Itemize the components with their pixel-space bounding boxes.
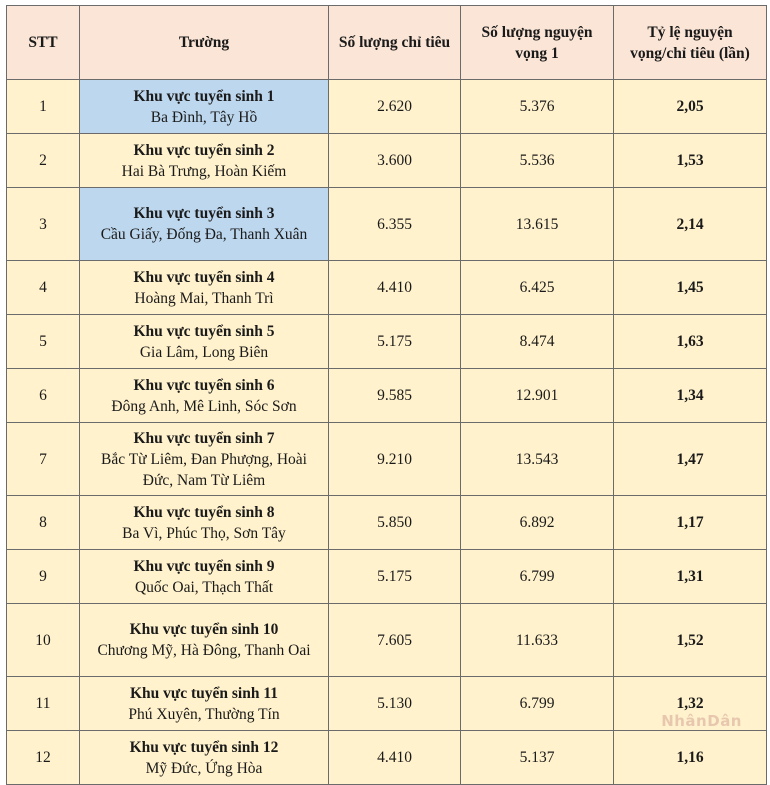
school-name: Khu vực tuyển sinh 12: [129, 738, 279, 756]
school-name: Khu vực tuyển sinh 5: [133, 322, 275, 340]
school-name: Khu vực tuyển sinh 11: [130, 684, 278, 702]
cell-ratio: 1,53: [614, 134, 767, 188]
cell-stt: 12: [7, 731, 80, 785]
school-name: Khu vực tuyển sinh 4: [133, 268, 275, 286]
cell-stt: 7: [7, 423, 80, 496]
cell-first-choice: 12.901: [461, 369, 614, 423]
cell-stt: 11: [7, 677, 80, 731]
cell-quota: 4.410: [329, 261, 461, 315]
school-area: Phú Xuyên, Thường Tín: [128, 705, 280, 723]
school-area: Ba Vì, Phúc Thọ, Sơn Tây: [122, 524, 286, 542]
cell-quota: 9.210: [329, 423, 461, 496]
header-row: [7, 6, 767, 80]
header-first-choice: Số lượng nguyện vọng 1: [461, 6, 614, 80]
school-area: Ba Đình, Tây Hồ: [150, 108, 258, 126]
table-row: [7, 315, 767, 369]
school-area: Gia Lâm, Long Biên: [139, 343, 269, 361]
cell-ratio: 1,47: [614, 423, 767, 496]
cell-school: [80, 604, 329, 677]
cell-quota: 4.410: [329, 731, 461, 785]
cell-school: [80, 188, 329, 261]
school-area: Bắc Từ Liêm, Đan Phượng, Hoài Đức, Nam Từ Liêm: [101, 450, 307, 489]
school-name: Khu vực tuyển sinh 3: [133, 205, 275, 222]
school-name: Khu vực tuyển sinh 1: [133, 87, 275, 105]
cell-school: [80, 550, 329, 604]
cell-ratio: 1,16: [614, 731, 767, 785]
school-area: Quốc Oai, Thạch Thất: [134, 578, 274, 596]
cell-ratio: 1,32: [614, 677, 767, 731]
cell-first-choice: 13.615: [461, 188, 614, 261]
header-quota: Số lượng chỉ tiêu: [329, 6, 461, 80]
school-area: Mỹ Đức, Ứng Hòa: [145, 759, 263, 777]
cell-quota: 5.175: [329, 315, 461, 369]
cell-first-choice: 6.425: [461, 261, 614, 315]
school-area: Chương Mỹ, Hà Đông, Thanh Oai: [97, 642, 311, 659]
admission-table-sheet: [6, 5, 766, 781]
cell-quota: 5.130: [329, 677, 461, 731]
table-row: [7, 369, 767, 423]
table-body: [7, 80, 767, 785]
cell-ratio: 1,52: [614, 604, 767, 677]
school-name: Khu vực tuyển sinh 10: [129, 621, 279, 638]
cell-ratio: 2,05: [614, 80, 767, 134]
cell-school: [80, 315, 329, 369]
cell-first-choice: 13.543: [461, 423, 614, 496]
table-row: [7, 423, 767, 496]
cell-stt: 8: [7, 496, 80, 550]
cell-stt: 5: [7, 315, 80, 369]
watermark-logo: NhânDân: [661, 712, 742, 730]
school-name: Khu vực tuyển sinh 6: [133, 376, 275, 394]
header-ratio: Tỷ lệ nguyện vọng/chỉ tiêu (lần): [614, 6, 767, 80]
cell-stt: 10: [7, 604, 80, 677]
cell-school: [80, 80, 329, 134]
cell-stt: 1: [7, 80, 80, 134]
cell-quota: 9.585: [329, 369, 461, 423]
cell-first-choice: 11.633: [461, 604, 614, 677]
cell-stt: 9: [7, 550, 80, 604]
cell-first-choice: 5.536: [461, 134, 614, 188]
school-name: Khu vực tuyển sinh 8: [133, 503, 275, 521]
table-row: [7, 80, 767, 134]
school-area: Đông Anh, Mê Linh, Sóc Sơn: [111, 397, 297, 415]
cell-school: [80, 423, 329, 496]
cell-first-choice: 6.799: [461, 550, 614, 604]
table-row: [7, 731, 767, 785]
table-row: [7, 261, 767, 315]
cell-quota: 5.850: [329, 496, 461, 550]
table-row: [7, 188, 767, 261]
cell-stt: 4: [7, 261, 80, 315]
table-row: [7, 550, 767, 604]
school-name: Khu vực tuyển sinh 2: [133, 141, 275, 159]
school-name: Khu vực tuyển sinh 9: [133, 557, 275, 575]
cell-stt: 6: [7, 369, 80, 423]
cell-ratio: 1,31: [614, 550, 767, 604]
cell-school: [80, 134, 329, 188]
cell-school: [80, 677, 329, 731]
cell-quota: 2.620: [329, 80, 461, 134]
school-area: Hai Bà Trưng, Hoàn Kiếm: [121, 162, 287, 180]
cell-school: [80, 731, 329, 785]
cell-quota: 5.175: [329, 550, 461, 604]
cell-stt: 2: [7, 134, 80, 188]
cell-ratio: 1,34: [614, 369, 767, 423]
cell-first-choice: 5.376: [461, 80, 614, 134]
admission-table: [6, 5, 767, 785]
cell-ratio: 2,14: [614, 188, 767, 261]
header-stt: STT: [7, 6, 80, 80]
cell-school: [80, 261, 329, 315]
table-row: [7, 496, 767, 550]
cell-ratio: 1,63: [614, 315, 767, 369]
school-area: Hoàng Mai, Thanh Trì: [134, 289, 274, 307]
header-school: Trường: [80, 6, 329, 80]
cell-quota: 3.600: [329, 134, 461, 188]
cell-school: [80, 496, 329, 550]
cell-first-choice: 6.799: [461, 677, 614, 731]
school-area: Cầu Giấy, Đống Đa, Thanh Xuân: [100, 226, 308, 243]
cell-first-choice: 6.892: [461, 496, 614, 550]
school-name: Khu vực tuyển sinh 7: [133, 429, 275, 447]
cell-school: [80, 369, 329, 423]
cell-first-choice: 5.137: [461, 731, 614, 785]
cell-quota: 7.605: [329, 604, 461, 677]
cell-quota: 6.355: [329, 188, 461, 261]
cell-ratio: 1,17: [614, 496, 767, 550]
cell-first-choice: 8.474: [461, 315, 614, 369]
table-row: [7, 677, 767, 731]
cell-ratio: 1,45: [614, 261, 767, 315]
cell-stt: 3: [7, 188, 80, 261]
table-row: [7, 134, 767, 188]
table-row: [7, 604, 767, 677]
